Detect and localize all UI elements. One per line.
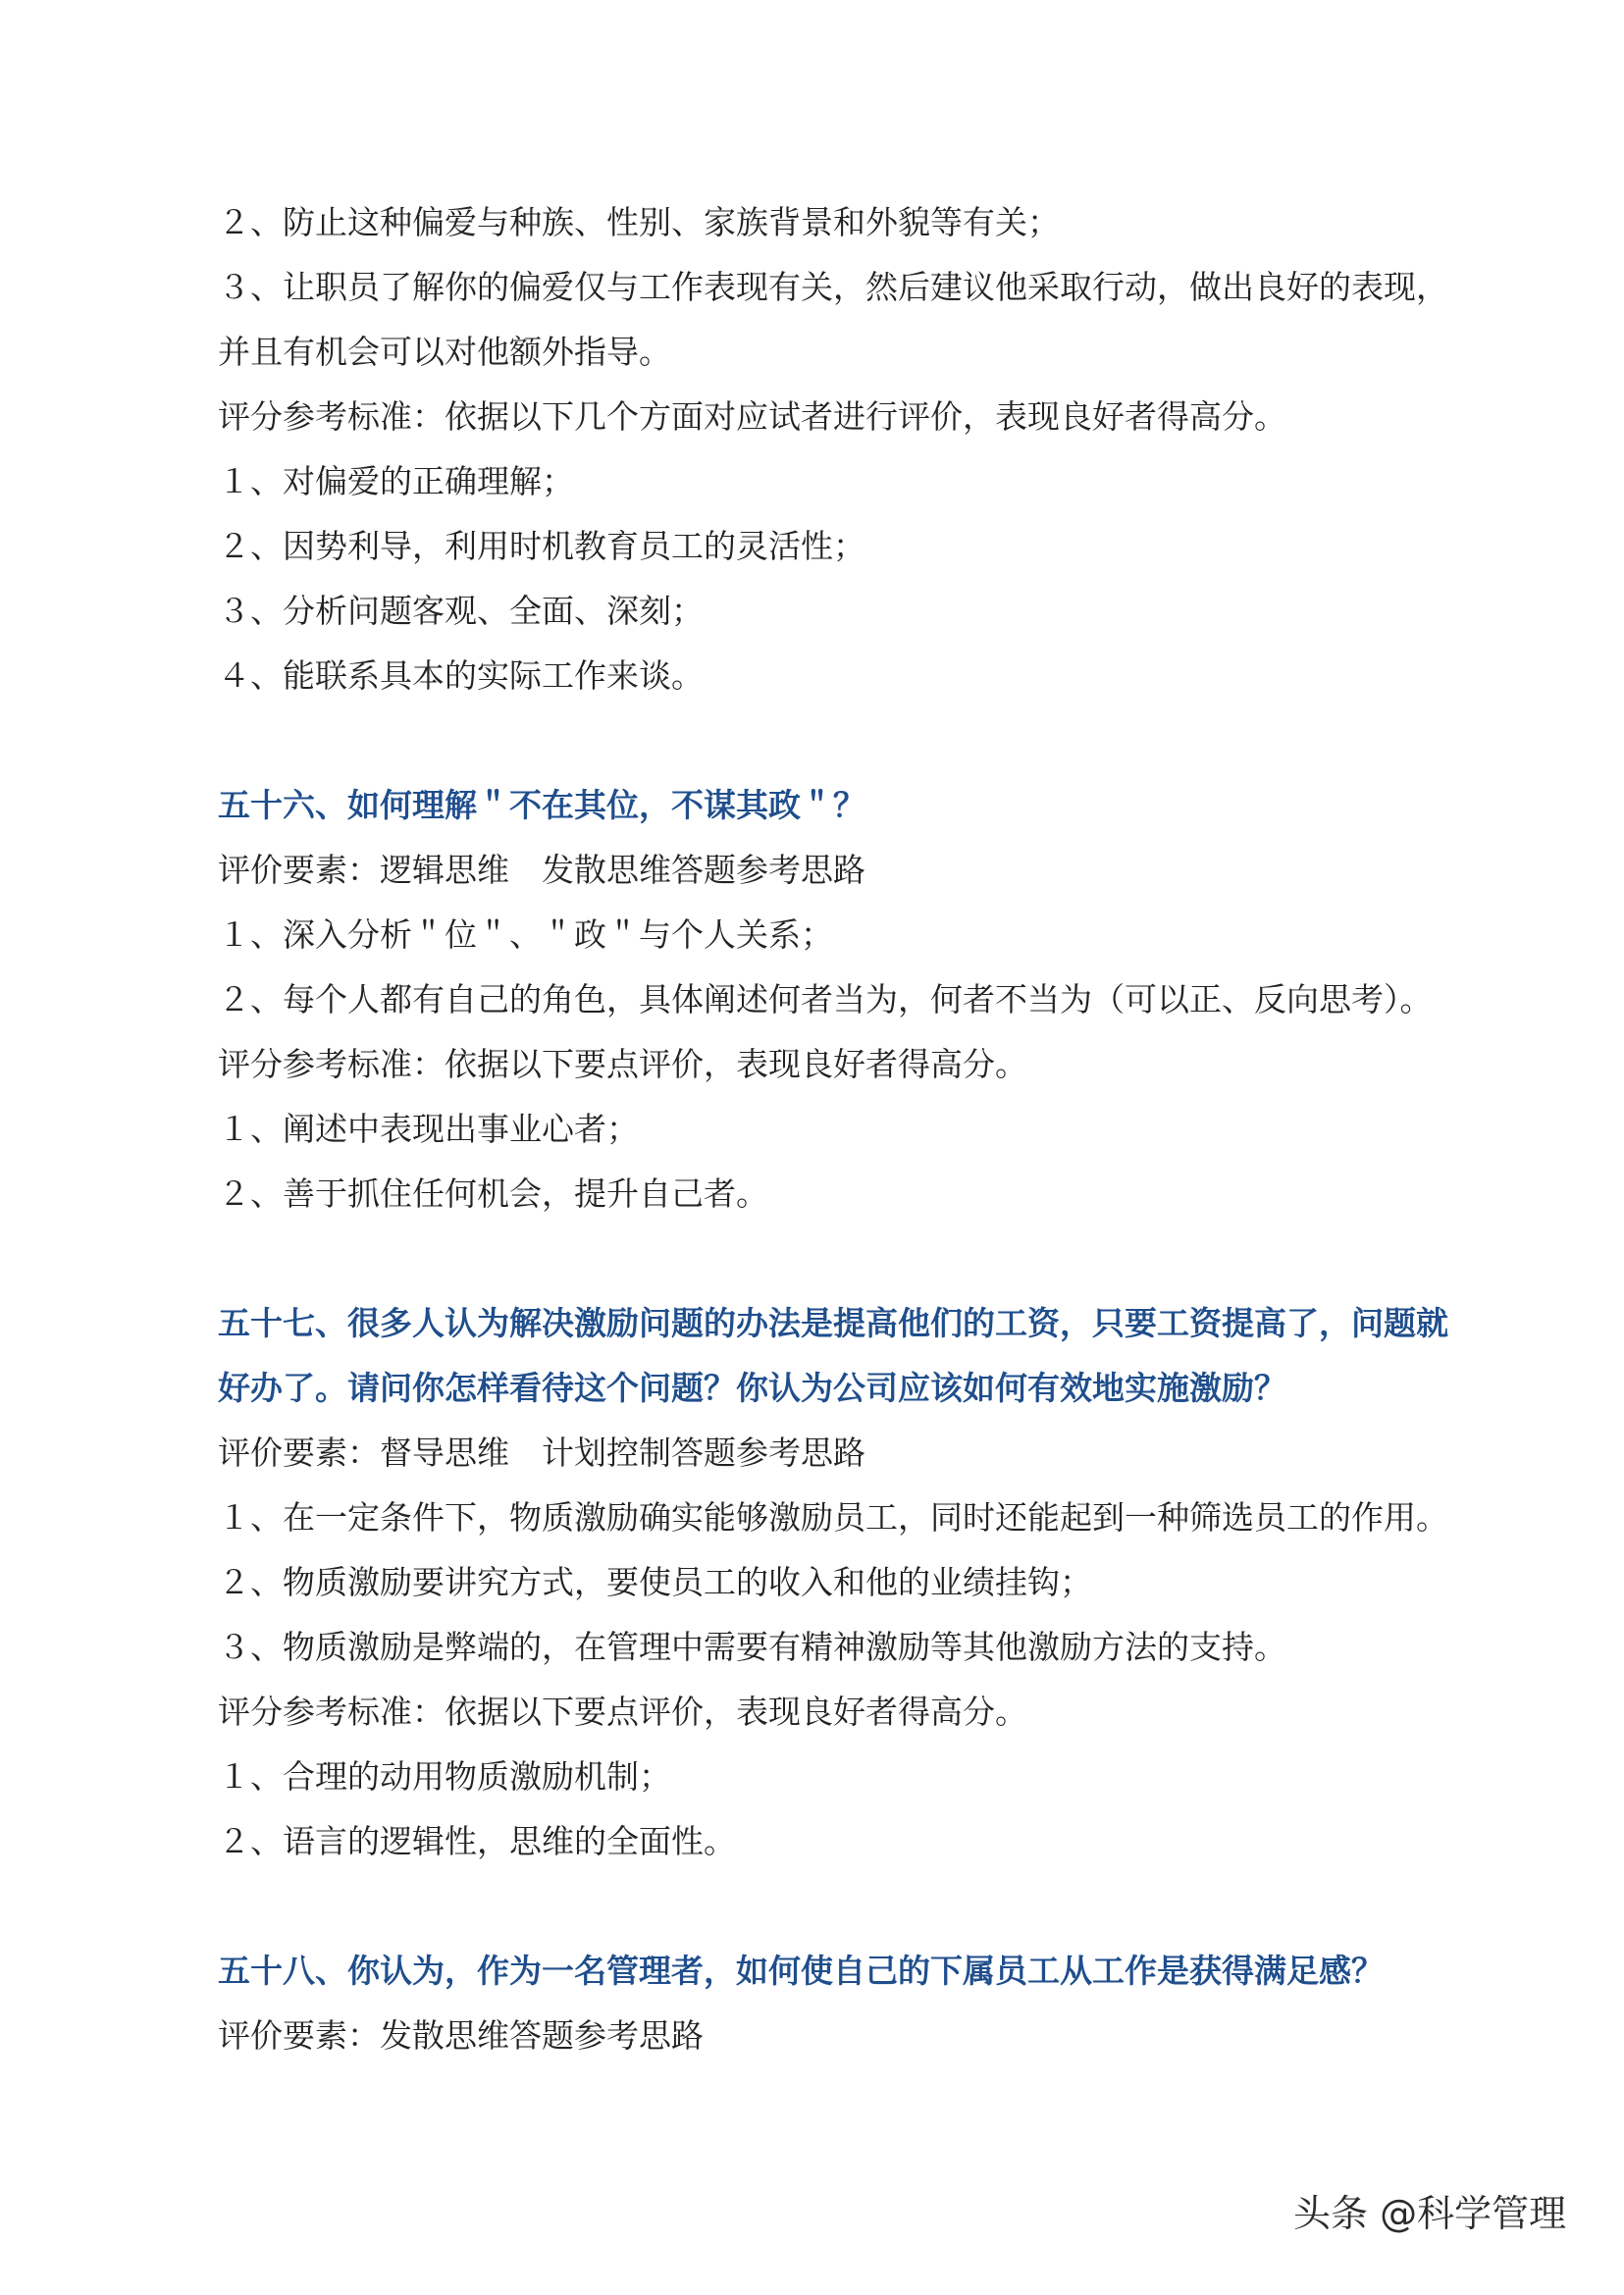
section-gap bbox=[218, 1237, 1493, 1302]
body-line: ２、语言的逻辑性，思维的全面性。 bbox=[218, 1822, 736, 1860]
body-line: 评价要素：督导思维 计划控制答题参考思路 bbox=[218, 1434, 865, 1472]
body-line: １、合理的动用物质激励机制； bbox=[218, 1757, 671, 1796]
section-gap bbox=[218, 719, 1493, 784]
question-57-title-line1: 五十七、很多人认为解决激励问题的办法是提高他们的工资，只要工资提高了，问题就 bbox=[218, 1304, 1448, 1342]
body-line: ２、防止这种偏爱与种族、性别、家族背景和外貌等有关； bbox=[218, 203, 1060, 241]
body-line: ３、物质激励是弊端的，在管理中需要有精神激励等其他激励方法的支持。 bbox=[218, 1628, 1286, 1666]
body-line: ２、物质激励要讲究方式，要使员工的收入和他的业绩挂钩； bbox=[218, 1563, 1092, 1601]
body-line: 评分参考标准：依据以下要点评价，表现良好者得高分。 bbox=[218, 1045, 1027, 1083]
body-line: ２、因势利导，利用时机教育员工的灵活性； bbox=[218, 527, 865, 565]
question-57-title-line2: 好办了。请问你怎样看待这个问题？你认为公司应该如何有效地实施激励？ bbox=[218, 1369, 1286, 1407]
document-page bbox=[218, 201, 1493, 2079]
body-line: 评分参考标准：依据以下几个方面对应试者进行评价，表现良好者得高分。 bbox=[218, 397, 1286, 436]
body-line: １、深入分析＂位＂、＂政＂与个人关系； bbox=[218, 915, 833, 954]
body-line: 并且有机会可以对他额外指导。 bbox=[218, 333, 671, 371]
body-line: 评价要素：逻辑思维 发散思维答题参考思路 bbox=[218, 851, 865, 889]
body-line: 评分参考标准：依据以下要点评价，表现良好者得高分。 bbox=[218, 1693, 1027, 1731]
body-line: ４、能联系具本的实际工作来谈。 bbox=[218, 656, 704, 695]
body-line: １、在一定条件下，物质激励确实能够激励员工，同时还能起到一种筛选员工的作用。 bbox=[218, 1498, 1448, 1537]
section-gap bbox=[218, 1885, 1493, 1950]
body-line: ２、每个人都有自己的角色，具体阐述何者当为，何者不当为（可以正、反向思考）。 bbox=[218, 980, 1433, 1018]
source-watermark: 头条 @科学管理 bbox=[1293, 2192, 1567, 2235]
body-line: ２、善于抓住任何机会，提升自己者。 bbox=[218, 1174, 768, 1213]
body-line: 评价要素：发散思维答题参考思路 bbox=[218, 2016, 704, 2055]
body-line: １、阐述中表现出事业心者； bbox=[218, 1110, 639, 1148]
question-58-title: 五十八、你认为，作为一名管理者，如何使自己的下属员工从工作是获得满足感？ bbox=[218, 1952, 1384, 1990]
body-line: ３、让职员了解你的偏爱仅与工作表现有关，然后建议他采取行动，做出良好的表现， bbox=[218, 268, 1448, 306]
body-line: ３、分析问题客观、全面、深刻； bbox=[218, 592, 704, 630]
body-line: １、对偏爱的正确理解； bbox=[218, 462, 574, 500]
question-56-title: 五十六、如何理解＂不在其位，不谋其政＂？ bbox=[218, 786, 865, 824]
